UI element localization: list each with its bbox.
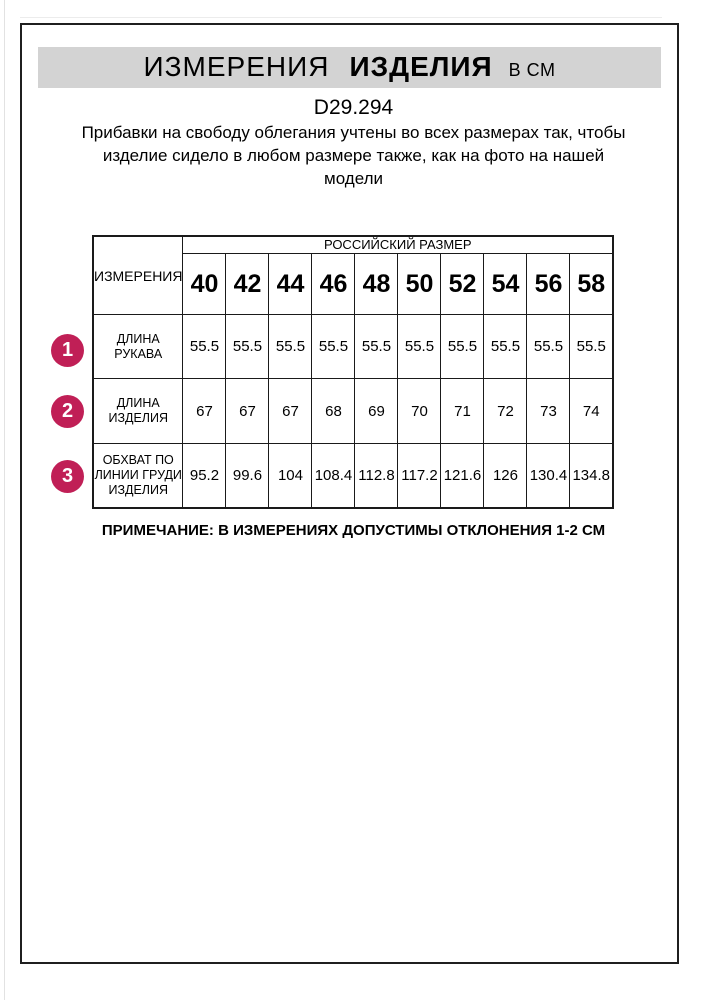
table-cell: 55.5 — [226, 315, 269, 379]
table-cell: 95.2 — [183, 444, 226, 508]
table-cell: 112.8 — [355, 444, 398, 508]
table-cell: 55.5 — [441, 315, 484, 379]
fit-description: Прибавки на свободу облегания учтены во всех размерах так, чтобы изделие сидело в любом размере также, как на фото на нашей модели — [81, 123, 626, 188]
table-cell: 99.6 — [226, 444, 269, 508]
size-header: 52 — [441, 254, 484, 315]
table-cell: 104 — [269, 444, 312, 508]
title-band — [38, 47, 661, 88]
page-edge-line-horizontal — [20, 17, 662, 18]
table-row-product-length — [93, 379, 613, 444]
page-title-unit: В СМ — [508, 60, 556, 80]
table-cell: 69 — [355, 379, 398, 444]
product-code: D29.294 — [313, 96, 394, 119]
table-cell: 73 — [527, 379, 570, 444]
size-header: 54 — [484, 254, 527, 315]
row-marker-3: 3 — [51, 460, 84, 493]
russian-size-header: РОССИЙСКИЙ РАЗМЕР — [183, 236, 613, 254]
table-cell: 71 — [441, 379, 484, 444]
table-cell: 117.2 — [398, 444, 441, 508]
table-row-chest-girth — [93, 444, 613, 508]
row-marker-2: 2 — [51, 395, 84, 428]
table-cell: 55.5 — [398, 315, 441, 379]
row-marker-1: 1 — [51, 334, 84, 367]
table-cell: 55.5 — [570, 315, 613, 379]
size-chart-table — [92, 235, 614, 509]
size-header: 46 — [312, 254, 355, 315]
row-label: ДЛИНА ИЗДЕЛИЯ — [93, 379, 183, 444]
row-label: ДЛИНА РУКАВА — [93, 315, 183, 379]
page-title-product: ИЗДЕЛИЯ — [349, 51, 493, 82]
table-cell: 121.6 — [441, 444, 484, 508]
table-header-row-group — [93, 236, 613, 254]
size-header: 42 — [226, 254, 269, 315]
row-label: ОБХВАТ ПО ЛИНИИ ГРУДИ ИЗДЕЛИЯ — [93, 444, 183, 508]
table-cell: 55.5 — [355, 315, 398, 379]
table-cell: 55.5 — [527, 315, 570, 379]
table-cell: 68 — [312, 379, 355, 444]
table-cell: 74 — [570, 379, 613, 444]
size-header: 48 — [355, 254, 398, 315]
corner-header-cell: ИЗМЕРЕНИЯ — [93, 236, 183, 315]
table-cell: 67 — [183, 379, 226, 444]
table-cell: 134.8 — [570, 444, 613, 508]
size-header: 50 — [398, 254, 441, 315]
table-cell: 67 — [269, 379, 312, 444]
table-cell: 72 — [484, 379, 527, 444]
tolerance-note: ПРИМЕЧАНИЕ: В ИЗМЕРЕНИЯХ ДОПУСТИМЫ ОТКЛОНЕНИЯ 1-2 СМ — [101, 522, 606, 539]
table-cell: 70 — [398, 379, 441, 444]
table-cell: 130.4 — [527, 444, 570, 508]
size-header: 40 — [183, 254, 226, 315]
table-cell: 108.4 — [312, 444, 355, 508]
table-cell: 55.5 — [183, 315, 226, 379]
size-header: 58 — [570, 254, 613, 315]
table-cell: 55.5 — [269, 315, 312, 379]
table-cell: 55.5 — [484, 315, 527, 379]
page-edge-line-vertical — [4, 0, 5, 1000]
size-header: 44 — [269, 254, 312, 315]
table-cell: 67 — [226, 379, 269, 444]
table-row-sleeve-length — [93, 315, 613, 379]
page-title-measurements: ИЗМЕРЕНИЯ — [143, 51, 330, 82]
table-cell: 55.5 — [312, 315, 355, 379]
table-cell: 126 — [484, 444, 527, 508]
size-header: 56 — [527, 254, 570, 315]
